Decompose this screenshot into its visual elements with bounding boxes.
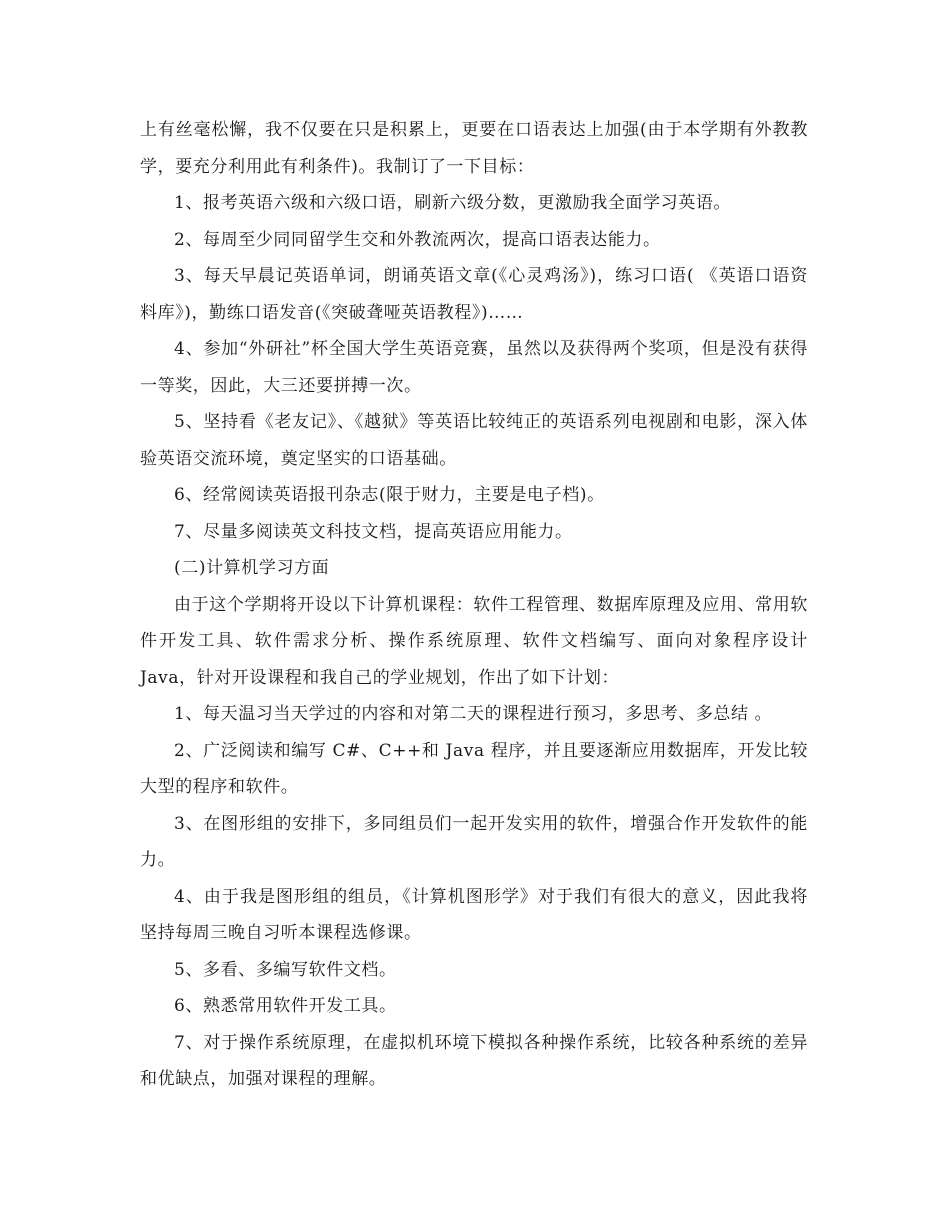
- list-item: 2、广泛阅读和编写 C#、C++和 Java 程序，并且要逐渐应用数据库，开发比较大型的程序和软件。: [140, 740, 808, 797]
- paragraph: 由于这个学期将开设以下计算机课程：软件工程管理、数据库原理及应用、常用软件开发工具、软件需求分析、操作系统原理、软件文档编写、面向对象程序设计 Java，针对开设课程和我自己的学业规划，作出了如下计划：: [140, 594, 808, 688]
- list-item: 3、每天早晨记英语单词，朗诵英语文章(《心灵鸡汤》)，练习口语( 《英语口语资料库》)，勤练口语发音(《突破聋哑英语教程》)……: [140, 266, 808, 323]
- list-item: 4、由于我是图形组的组员，《计算机图形学》对于我们有很大的意义，因此我将坚持每周三晚自习听本课程选修课。: [140, 886, 808, 943]
- section-heading: (二)计算机学习方面: [174, 558, 330, 578]
- list-item: 1、报考英语六级和六级口语，刷新六级分数，更激励我全面学习英语。: [174, 193, 732, 213]
- list-item: 5、多看、多编写软件文档。: [174, 959, 397, 980]
- document-body: [140, 112, 808, 1098]
- list-item: 6、经常阅读英语报刊杂志(限于财力，主要是电子档)。: [174, 485, 605, 505]
- paragraph: 上有丝毫松懈，我不仅要在只是积累上，更要在口语表达上加强(由于本学期有外教教学，要充分利用此有利条件)。我制订了一下目标：: [140, 120, 808, 177]
- list-item: 3、在图形组的安排下，多同组员们一起开发实用的软件，增强合作开发软件的能力。: [140, 813, 808, 870]
- list-item: 1、每天温习当天学过的内容和对第二天的课程进行预习，多思考、多总结 。: [174, 704, 773, 724]
- list-item: 6、熟悉常用软件开发工具。: [174, 996, 397, 1016]
- list-item: 2、每周至少同同留学生交和外教流两次，提高口语表达能力。: [174, 229, 661, 250]
- list-item: 5、坚持看《老友记》、《越狱》等英语比较纯正的英语系列电视剧和电影，深入体验英语交流环境，奠定坚实的口语基础。: [140, 412, 808, 469]
- list-item: 7、尽量多阅读英文科技文档，提高英语应用能力。: [174, 521, 573, 542]
- list-item: 4、参加“外研社”杯全国大学生英语竞赛，虽然以及获得两个奖项，但是没有获得一等奖，因此，大三还要拼搏一次。: [140, 339, 808, 396]
- list-item: 7、对于操作系统原理，在虚拟机环境下模拟各种操作系统，比较各种系统的差异和优缺点，加强对课程的理解。: [140, 1032, 808, 1089]
